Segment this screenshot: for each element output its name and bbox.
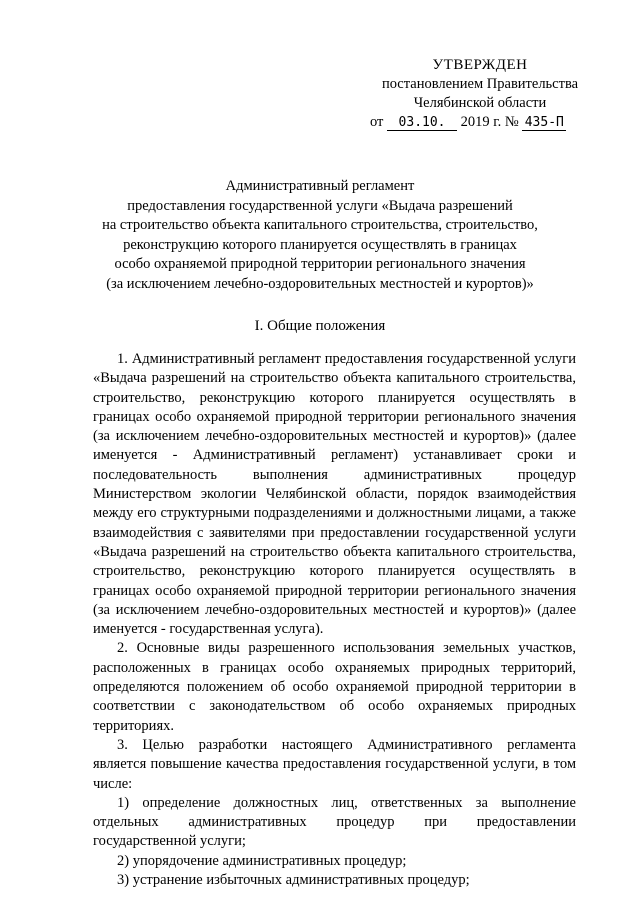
list-item-2: 2) упорядочение административных процедур;	[117, 852, 407, 869]
document-title	[80, 177, 560, 294]
document-body	[93, 350, 576, 890]
approval-line-2: Челябинской области	[413, 95, 547, 111]
approval-stamp	[360, 56, 600, 132]
list-item-3: 3) устранение избыточных административных процедур;	[117, 872, 470, 889]
approval-heading: УТВЕРЖДЕН	[432, 57, 528, 73]
title-line-2: предоставления государственной услуги «Выдача разрешений	[127, 197, 513, 214]
title-line-6: (за исключением лечебно-оздоровительных местностей и курортов)»	[106, 275, 534, 292]
title-line-4: реконструкцию которого планируется осуществлять в границах	[123, 236, 517, 253]
approval-number: 435-П	[522, 116, 566, 131]
approval-line-1: постановлением Правительства	[381, 76, 579, 92]
year-text: 2019 г. №	[460, 114, 519, 130]
paragraph-3: 3. Целью разработки настоящего Административного регламента является повышение качества предоставления государственной услуги, в том числе:	[93, 736, 576, 792]
from-label: от	[370, 114, 384, 130]
list-item-1: 1) определение должностных лиц, ответственных за выполнение отдельных административных процедур при предоставлении государственной услуги;	[93, 794, 576, 850]
paragraph-1: 1. Административный регламент предоставления государственной услуги «Выдача разрешений на строительство объекта капитального строительства, строительство, реконструкцию которого планируется осуществлять в границах особо охраняемой природной территории регионального значения (за исключением лечебно-оздоровительных местностей и курортов)» (далее именуется - Административный регламент) устанавливает сроки и последовательность выполнения административных процедур Министерством экологии Челябинской области, порядок взаимодействия между его структурными подразделениями и должностными лицами, а также взаимодействия с заявителями при предоставлении государственной услуги «Выдача разрешений на строительство объекта капитального строительства, строительство, реконструкцию которого планируется осуществлять в границах особо охраняемой природной территории регионального значения (за исключением лечебно-оздоровительных местностей и курортов)» (далее именуется - государственная услуга).	[93, 351, 576, 638]
section-title: I. Общие положения	[254, 318, 386, 334]
title-line-5: особо охраняемой природной территории регионального значения	[114, 256, 526, 272]
approval-date-line	[360, 113, 600, 132]
paragraph-2: 2. Основные виды разрешенного использования земельных участков, расположенных в границах особо охраняемых природных территорий, определяются положением об особо охраняемой природной территории в соответствии с законодательством об особо охраняемых природных территориях.	[93, 640, 576, 734]
title-line-3: на строительство объекта капитального строительства, строительство,	[102, 217, 538, 233]
approval-date: 03.10.	[387, 116, 457, 131]
title-line-1: Административный регламент	[225, 178, 415, 194]
